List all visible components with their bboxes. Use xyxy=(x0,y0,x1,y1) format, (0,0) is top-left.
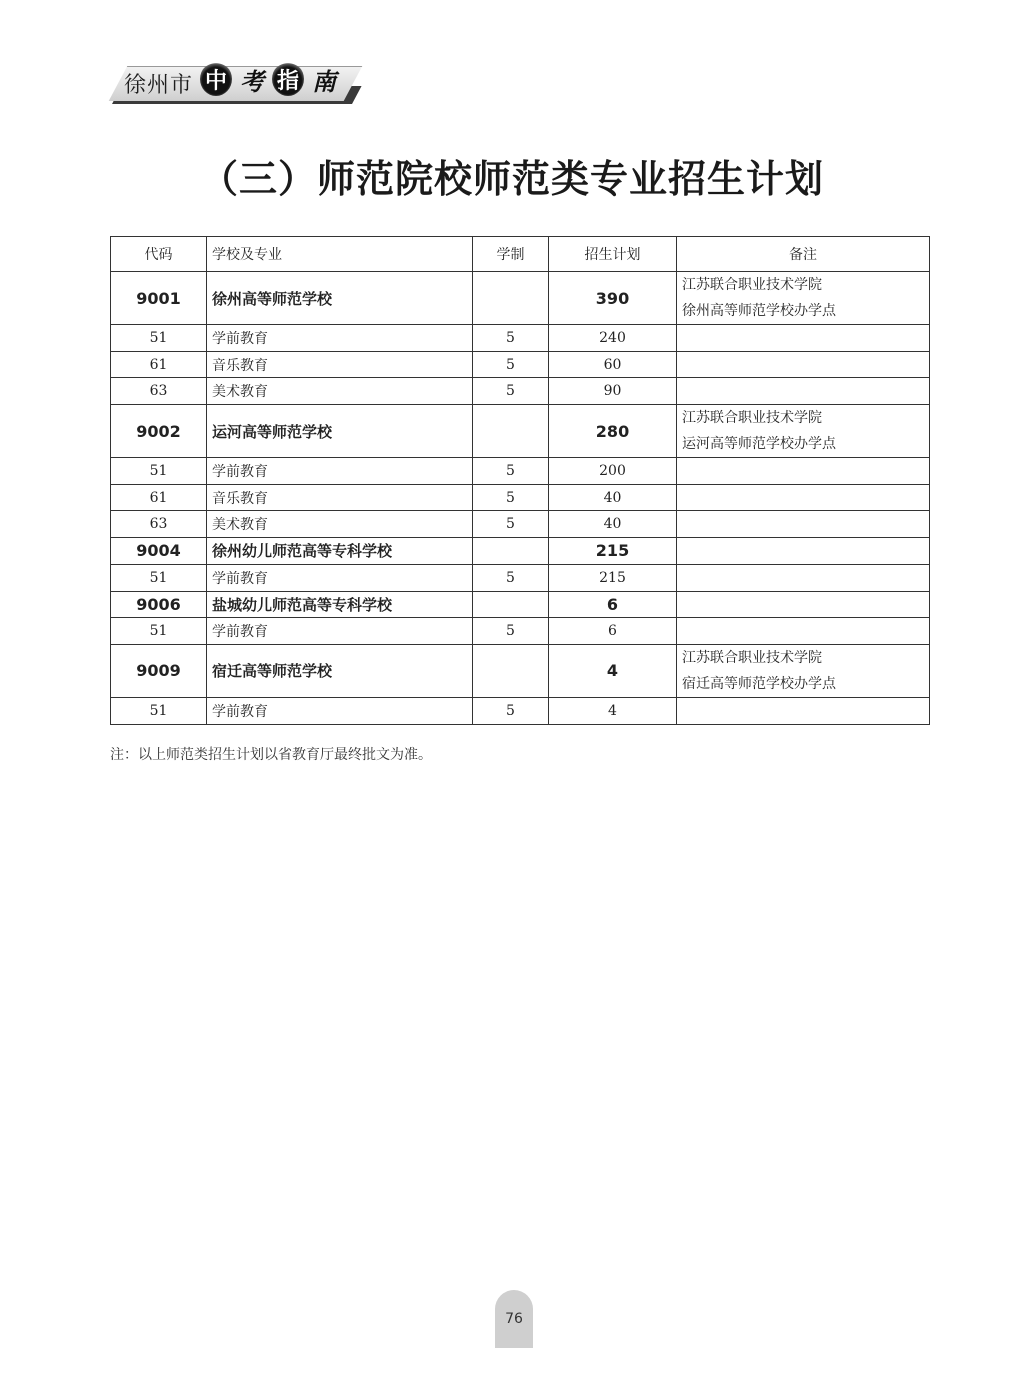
cell-code: 9009 xyxy=(111,644,207,697)
brand-char: 指 xyxy=(272,62,304,96)
banner-city: 徐州市 xyxy=(124,73,194,98)
cell-note xyxy=(677,644,930,697)
cell-code: 51 xyxy=(111,564,207,591)
cell-note xyxy=(677,511,930,538)
cell-note xyxy=(677,351,930,378)
note-line: 江苏联合职业技术学院 xyxy=(682,410,822,427)
cell-plan: 6 xyxy=(549,591,677,618)
brand-char: 南 xyxy=(312,66,336,96)
cell-note xyxy=(677,591,930,618)
cell-note xyxy=(677,618,930,645)
note-line: 江苏联合职业技术学院 xyxy=(682,649,822,666)
cell-code: 61 xyxy=(111,484,207,511)
cell-duration xyxy=(473,538,549,565)
cell-duration: 5 xyxy=(473,351,549,378)
cell-note xyxy=(677,484,930,511)
cell-code: 51 xyxy=(111,325,207,352)
cell-name: 美术教育 xyxy=(207,378,473,405)
cell-plan: 60 xyxy=(549,351,677,378)
school-row xyxy=(111,272,930,325)
cell-code: 9002 xyxy=(111,405,207,458)
cell-duration: 5 xyxy=(473,484,549,511)
cell-duration xyxy=(473,272,549,325)
enrollment-table xyxy=(110,236,930,725)
page-number-tab xyxy=(495,1290,533,1348)
cell-plan: 390 xyxy=(549,272,677,325)
school-row xyxy=(111,644,930,697)
footnote: 注：以上师范类招生计划以省教育厅最终批文为准。 xyxy=(110,747,432,763)
header-code: 代码 xyxy=(111,237,207,272)
cell-name: 宿迁高等师范学校 xyxy=(207,644,473,697)
cell-name: 学前教育 xyxy=(207,697,473,724)
cell-plan: 215 xyxy=(549,564,677,591)
page-title: （三）师范院校师范类专业招生计划 xyxy=(199,157,824,201)
major-row xyxy=(111,511,930,538)
major-row xyxy=(111,458,930,485)
cell-plan: 200 xyxy=(549,458,677,485)
cell-duration: 5 xyxy=(473,618,549,645)
major-row xyxy=(111,484,930,511)
cell-duration: 5 xyxy=(473,697,549,724)
cell-code: 9006 xyxy=(111,591,207,618)
cell-note xyxy=(677,325,930,352)
cell-code: 61 xyxy=(111,351,207,378)
school-row xyxy=(111,591,930,618)
cell-duration: 5 xyxy=(473,564,549,591)
cell-name: 学前教育 xyxy=(207,458,473,485)
school-row xyxy=(111,405,930,458)
cell-name: 盐城幼儿师范高等专科学校 xyxy=(207,591,473,618)
cell-name: 运河高等师范学校 xyxy=(207,405,473,458)
cell-code: 51 xyxy=(111,618,207,645)
cell-code: 9001 xyxy=(111,272,207,325)
cell-plan: 4 xyxy=(549,644,677,697)
cell-plan: 40 xyxy=(549,511,677,538)
cell-plan: 40 xyxy=(549,484,677,511)
cell-duration: 5 xyxy=(473,325,549,352)
cell-code: 9004 xyxy=(111,538,207,565)
header-name: 学校及专业 xyxy=(207,237,473,272)
cell-note xyxy=(677,378,930,405)
cell-note xyxy=(677,538,930,565)
cell-plan: 280 xyxy=(549,405,677,458)
cell-duration xyxy=(473,591,549,618)
note-line: 宿迁高等师范学校办学点 xyxy=(682,675,836,692)
header-banner xyxy=(108,56,358,112)
cell-plan: 215 xyxy=(549,538,677,565)
cell-code: 63 xyxy=(111,378,207,405)
major-row xyxy=(111,618,930,645)
page-number: 76 xyxy=(505,1311,523,1327)
header-duration: 学制 xyxy=(473,237,549,272)
major-row xyxy=(111,697,930,724)
note-line: 运河高等师范学校办学点 xyxy=(682,436,836,453)
cell-name: 徐州高等师范学校 xyxy=(207,272,473,325)
brand-char: 考 xyxy=(240,66,264,96)
cell-note xyxy=(677,405,930,458)
banner-brand xyxy=(200,62,340,96)
cell-note xyxy=(677,564,930,591)
table-body xyxy=(111,272,930,725)
cell-name: 学前教育 xyxy=(207,564,473,591)
cell-name: 徐州幼儿师范高等专科学校 xyxy=(207,538,473,565)
cell-duration: 5 xyxy=(473,511,549,538)
table-header-row xyxy=(111,237,930,272)
cell-name: 学前教育 xyxy=(207,325,473,352)
cell-code: 51 xyxy=(111,458,207,485)
cell-name: 音乐教育 xyxy=(207,484,473,511)
header-plan: 招生计划 xyxy=(549,237,677,272)
school-row xyxy=(111,538,930,565)
note-line: 江苏联合职业技术学院 xyxy=(682,277,822,293)
cell-name: 音乐教育 xyxy=(207,351,473,378)
cell-plan: 6 xyxy=(549,618,677,645)
cell-plan: 90 xyxy=(549,378,677,405)
cell-note xyxy=(677,697,930,724)
major-row xyxy=(111,564,930,591)
cell-duration: 5 xyxy=(473,458,549,485)
cell-code: 51 xyxy=(111,697,207,724)
note-line: 徐州高等师范学校办学点 xyxy=(682,303,836,319)
cell-duration xyxy=(473,405,549,458)
cell-name: 学前教育 xyxy=(207,618,473,645)
cell-plan: 240 xyxy=(549,325,677,352)
major-row xyxy=(111,378,930,405)
major-row xyxy=(111,325,930,352)
cell-duration xyxy=(473,644,549,697)
cell-code: 63 xyxy=(111,511,207,538)
cell-duration: 5 xyxy=(473,378,549,405)
cell-plan: 4 xyxy=(549,697,677,724)
brand-char: 中 xyxy=(200,62,232,96)
header-note: 备注 xyxy=(677,237,930,272)
cell-note xyxy=(677,458,930,485)
cell-name: 美术教育 xyxy=(207,511,473,538)
cell-note xyxy=(677,272,930,325)
major-row xyxy=(111,351,930,378)
